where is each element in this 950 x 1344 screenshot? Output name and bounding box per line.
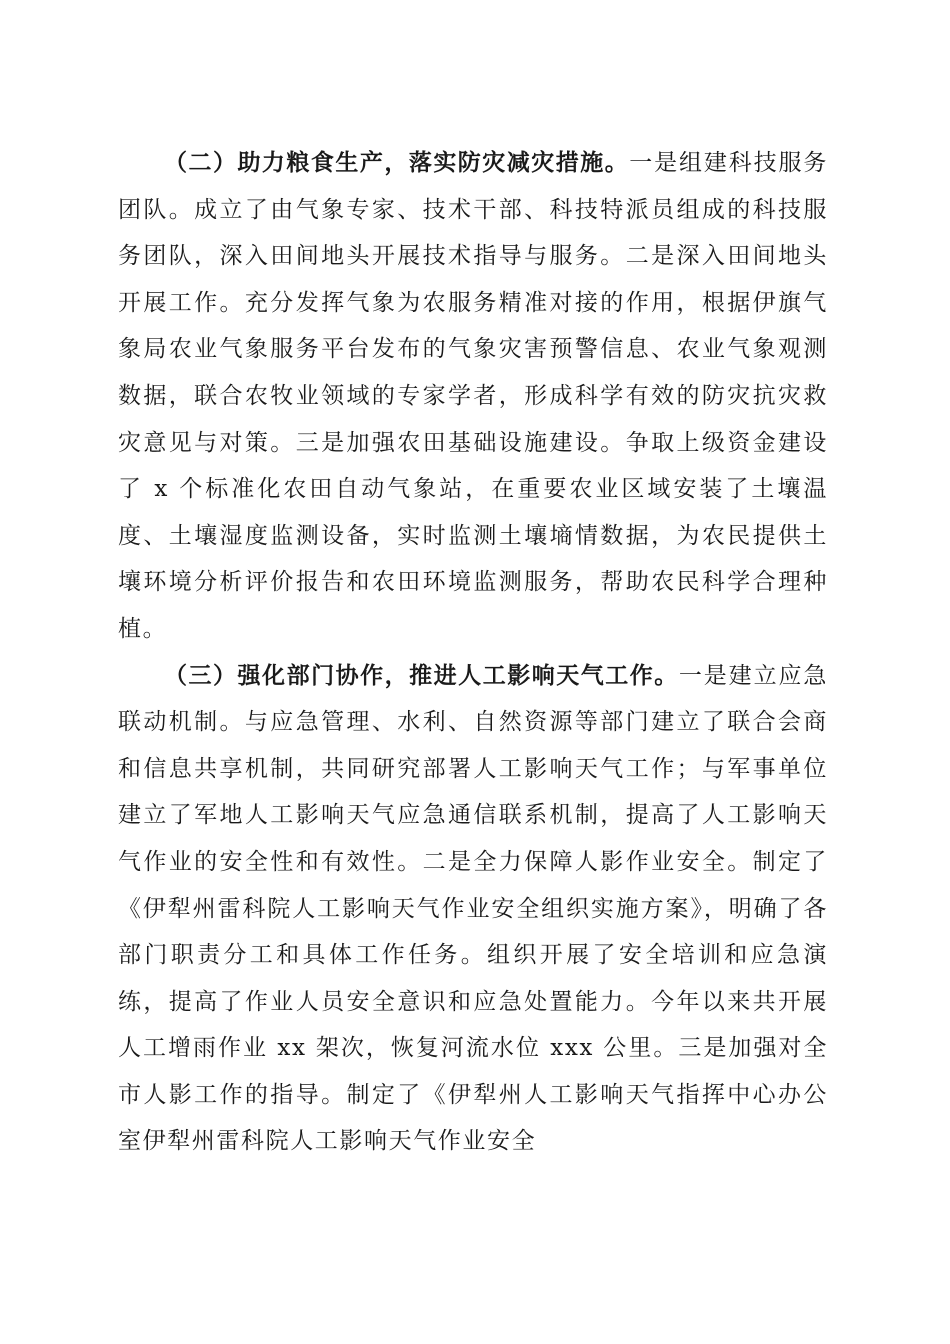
paragraph-grain-production — [118, 140, 828, 653]
section-heading-2: （二）助力粮食生产，落实防灾减灾措施。 — [164, 150, 630, 176]
document-body — [118, 140, 828, 1165]
paragraph-weather-modification — [118, 653, 828, 1166]
section-heading-3: （三）强化部门协作，推进人工影响天气工作。 — [164, 662, 679, 689]
paragraph-text: 一是组建科技服务团队。成立了由气象专家、技术干部、科技特派员组成的科技服务团队，深入田间地头开展技术指导与服务。二是深入田间地头开展工作。充分发挥气象为农服务精准对接的作用，根据伊旗气象局农业气象服务平台发布的气象灾害预警信息、农业气象观测数据，联合农牧业领域的专家学者，形成科学有效的防灾抗灾救灾意见与对策。三是加强农田基础设施建设。争取上级资金建设了 x 个标准化农田自动气象站，在重要农业区域安装了土壤温度、土壤湿度监测设备，实时监测土壤墒情数据，为农民提供土壤环境分析评价报告和农田环境监测服务，帮助农民科学合理种植。 — [118, 150, 828, 642]
paragraph-text: 一是建立应急联动机制。与应急管理、水利、自然资源等部门建立了联合会商和信息共享机制，共同研究部署人工影响天气工作；与军事单位建立了军地人工影响天气应急通信联系机制，提高了人工影响天气作业的安全性和有效性。二是全力保障人影作业安全。制定了《伊犁州雷科院人工影响天气作业安全组织实施方案》，明确了各部门职责分工和具体工作任务。组织开展了安全培训和应急演练，提高了作业人员安全意识和应急处置能力。今年以来共开展人工增雨作业 xx 架次，恢复河流水位 xxx 公里。三是加强对全市人影工作的指导。制定了《伊犁州人工影响天气指挥中心办公室伊犁州雷科院人工影响天气作业安全 — [118, 662, 829, 1155]
